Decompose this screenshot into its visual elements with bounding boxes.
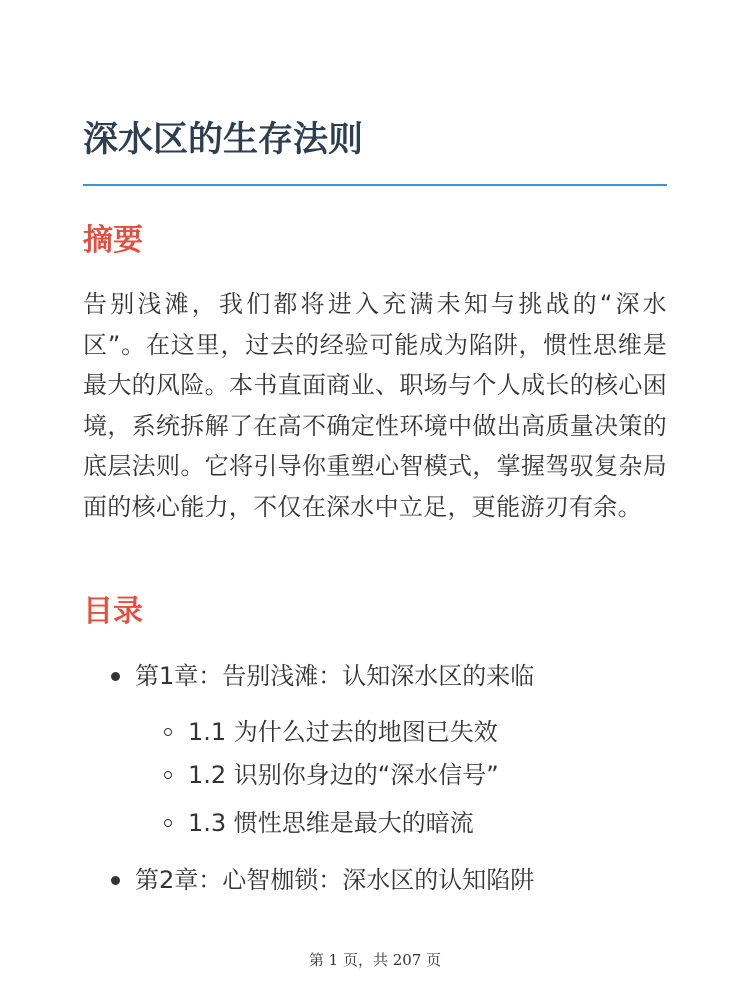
bullet-circle-icon — [164, 819, 172, 827]
bullet-disc-icon — [111, 876, 120, 885]
toc-heading: 目录 — [83, 594, 143, 629]
toc-chapter-1[interactable]: 第1章：告别浅滩：认知深水区的来临 — [135, 662, 535, 690]
summary-heading: 摘要 — [83, 223, 143, 258]
toc-section-1-3[interactable]: 1.3 惯性思维是最大的暗流 — [188, 809, 474, 837]
page-title: 深水区的生存法则 — [83, 120, 364, 160]
toc-section-1-1[interactable]: 1.1 为什么过去的地图已失效 — [188, 718, 498, 746]
bullet-circle-icon — [164, 771, 172, 779]
toc-chapter-2[interactable]: 第2章：心智枷锁：深水区的认知陷阱 — [135, 866, 535, 894]
bullet-circle-icon — [164, 728, 172, 736]
bullet-disc-icon — [111, 672, 120, 681]
document-page — [83, 0, 667, 1000]
toc-section-1-2[interactable]: 1.2 识别你身边的“深水信号” — [188, 761, 499, 789]
summary-paragraph: 告别浅滩，我们都将进入充满未知与挑战的“深水区”。在这里，过去的经验可能成为陷阱，惯性思维是最大的风险。本书直面商业、职场与个人成长的核心困境，系统拆解了在高不确定性环境中做出高质量决策的底层法则。它将引导你重塑心智模式，掌握驾驭复杂局面的核心能力，不仅在深水中立足，更能游刃有余。 — [83, 290, 667, 521]
page-number-footer: 第 1 页，共 207 页 — [308, 951, 442, 969]
title-divider — [83, 184, 667, 186]
